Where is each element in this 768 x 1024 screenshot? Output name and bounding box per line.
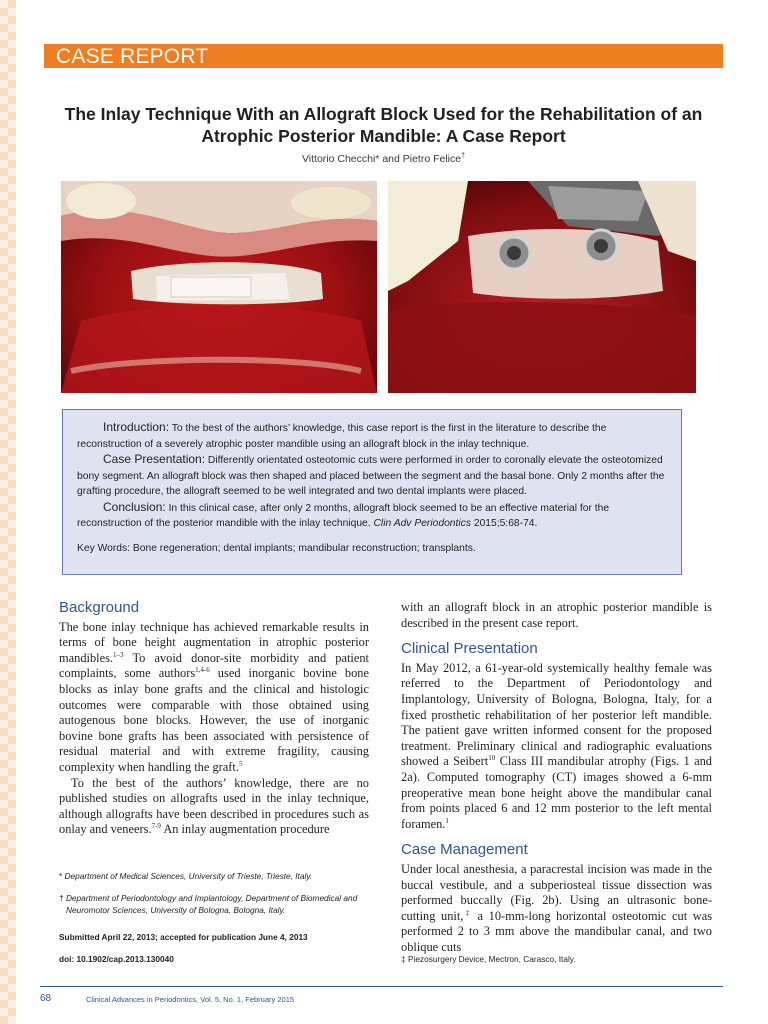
- clinical-presentation-paragraph: In May 2012, a 61-year-old systemically healthy female was referred to the Department of Periodontology and Implantology, University of Bologna, Bologna, Italy, for a fixed prosthetic rehabilitation of her posterior left mandible. The patient gave written informed consent for the proposed treatment. Preliminary clinical and radiographic evaluations showed a Seibert$^{10}$ Class III mandibular atrophy (Figs. 1 and 2a). Computed tomography (CT) images showed a 6-mm preoperative mean bone height above the mandibular canal from points placed 6 and 12 mm posterior to the left mental foramen.$^1$: [401, 660, 712, 831]
- right-column: [401, 600, 712, 955]
- left-column: [59, 600, 369, 838]
- doi: doi: 10.1902/cap.2013.130040: [59, 954, 174, 964]
- key-words-heading: Key Words:: [77, 542, 131, 554]
- background-paragraph-1: The bone inlay technique has achieved remarkable results in terms of bone height augmentation in atrophic posterior mandibles.$^{1-3}$ To avoid donor-site morbidity and patient complaints, some authors$^{1,4-6}$ used inorganic bovine bone blocks as inlay bone grafts and the clinical and histologic outcomes were comparable with those obtained using autogenous bone blocks. However, the use of inorganic bovine bone grafts has been associated with persistence of residual material and with extreme fragility, causing complexity when handling the graft.$^5$: [59, 619, 369, 774]
- background-paragraph-2: To the best of the authors’ knowledge, there are no published studies on allografts used in the inlay technique, although allografts have been described in procedures such as onlay and veneers.$^{7-9}$ An inlay augmentation procedure: [59, 775, 369, 837]
- citation-journal: Clin Adv Periodontics: [373, 518, 471, 529]
- submission-dates: Submitted April 22, 2013; accepted for publication June 4, 2013: [59, 932, 308, 942]
- author-line: [44, 153, 723, 165]
- banner-label: CASE REPORT: [56, 45, 209, 68]
- surgical-photo-right: [388, 181, 696, 393]
- case-management-paragraph: Under local anesthesia, a paracrestal incision was made in the buccal vestibule, and a subperiosteal tissue dissection was performed buccally (Fig. 2b). Using an ultrasonic bone-cutting unit,‡ a 10-mm-long horizontal osteotomic cut was performed 2 to 3 mm above the mandibular canal, and two oblique cuts: [401, 861, 713, 954]
- citation-rest: 2015;5:68-74.: [470, 518, 538, 529]
- abstract-case-presentation: [77, 452, 667, 500]
- intro-heading: Introduction:: [103, 420, 170, 434]
- surgical-photo-left: [61, 181, 377, 393]
- case-text: Differently orientated osteotomic cuts were performed in order to coronally elevate the osteotomized bony segment. An allograft block was then shaped and placed between the segment and the basal bone. Only 2 months after the grafting procedure, the allograft seemed to be well integrated and two dental implants were placed.: [77, 455, 665, 497]
- footer-rule: [40, 986, 723, 987]
- case-report-banner: [44, 44, 723, 68]
- abstract-box: [62, 409, 682, 575]
- footnote-affiliation-1: * Department of Medical Sciences, University of Trieste, Trieste, Italy.: [59, 871, 313, 881]
- footnote-device: ‡ Piezosurgery Device, Mectron, Carasco, Italy.: [401, 954, 576, 964]
- abstract-conclusion: [77, 500, 667, 532]
- page-number: 68: [40, 993, 52, 1004]
- journal-footer: Clinical Advances in Periodontics, Vol. 5, No. 1, February 2015: [86, 995, 295, 1004]
- key-words-text: Bone regeneration; dental implants; mandibular reconstruction; transplants.: [130, 542, 476, 554]
- continued-paragraph: with an allograft block in an atrophic posterior mandible is described in the present case report.: [401, 600, 712, 630]
- page-edge-pattern: [0, 0, 16, 1024]
- background-heading: Background: [59, 599, 140, 616]
- author-affiliation-mark: †: [461, 152, 466, 160]
- clinical-presentation-heading: Clinical Presentation: [401, 640, 538, 658]
- intro-text: To the best of the authors’ knowledge, this case report is the first in the literature to describe the reconstruction of a severely atrophic poster mandible using an allograft block in the inlay technique.: [77, 423, 607, 450]
- key-words: [77, 541, 667, 557]
- article-title: The Inlay Technique With an Allograft Block Used for the Rehabilitation of an Atrophic Posterior Mandible: A Case Report: [64, 104, 703, 146]
- conclusion-text: In this clinical case, after only 2 months, allograft block seemed to be an effective material for the reconstruction of the posterior mandible with the inlay technique.: [77, 502, 610, 529]
- case-heading: Case Presentation:: [103, 452, 206, 466]
- case-management-heading: Case Management: [401, 841, 528, 859]
- conclusion-heading: Conclusion:: [103, 499, 166, 514]
- footnote-affiliation-2: † Department of Periodontology and Implantology, Department of Biomedical and Neuromotor Sciences, University of Bologna, Bologna, Italy.: [59, 893, 358, 915]
- abstract-introduction: [77, 420, 667, 452]
- author-names: Vittorio Checchi* and Pietro Felice: [301, 153, 462, 165]
